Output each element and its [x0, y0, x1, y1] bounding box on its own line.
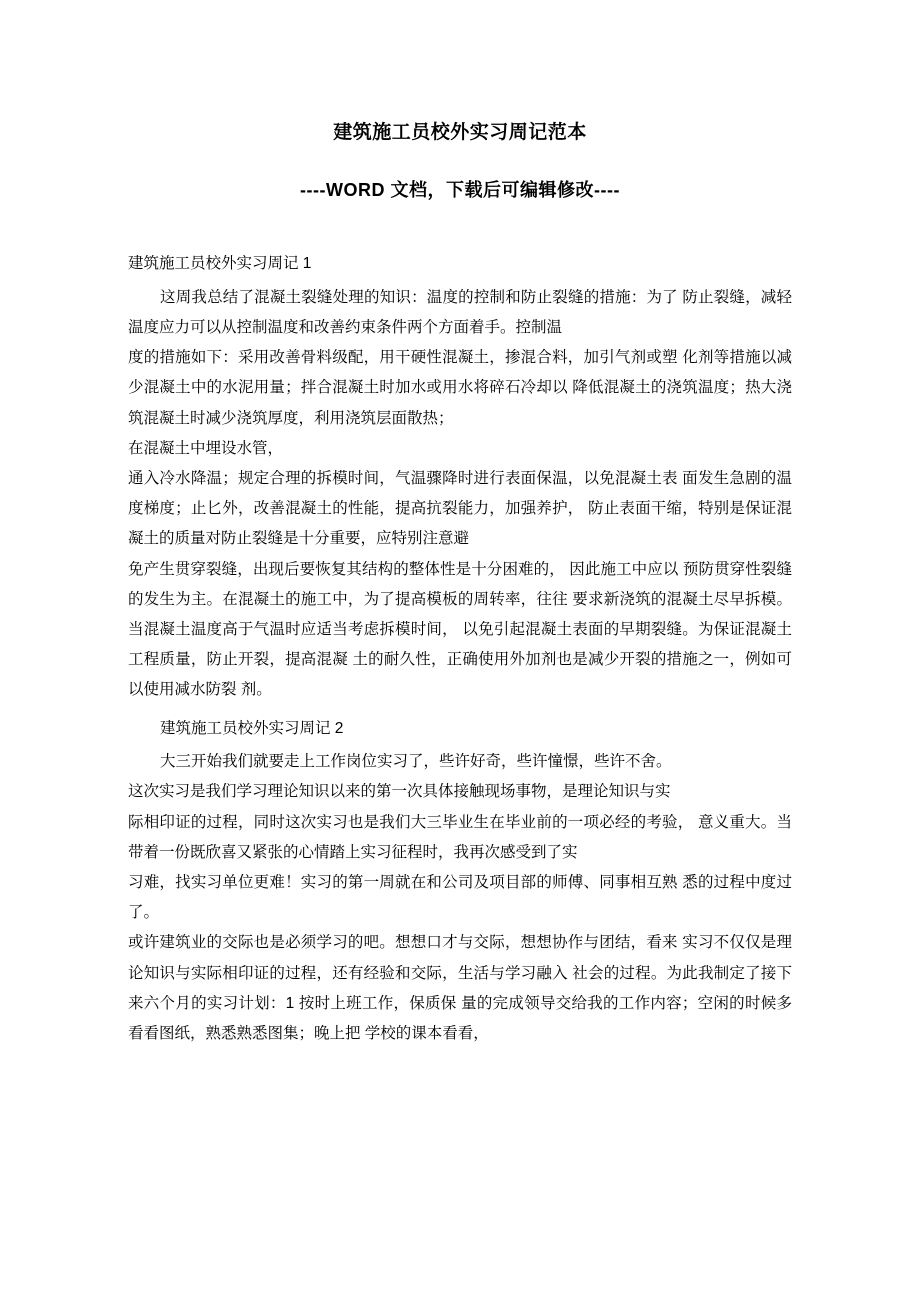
- paragraph: 这周我总结了混凝土裂缝处理的知识：温度的控制和防止裂缝的措施：为了 防止裂缝，减轻温度应力可以从控制温度和改善约束条件两个方面着手。控制温: [128, 288, 792, 336]
- paragraph: 免产生贯穿裂缝，出现后要恢复其结构的整体性是十分困难的， 因此施工中应以 预防贯穿性裂缝的发生为主。在混凝土的施工中，为了提高模板的周转率，往往 要求新浇筑的混凝土尽早拆模。当混凝土温度高于气温时应适当考虑拆模时间， 以免引起混凝土表面的早期裂缝。为保证混凝土工程质量，防止开裂，提高混凝 土的耐久性，正确使用外加剂也是减少开裂的措施之一，例如可以使用减水防裂 剂。: [128, 560, 792, 699]
- paragraph: 习难，找实习单位更难！实习的第一周就在和公司及项目部的师傅、同事相互熟 悉的过程中度过了。: [128, 874, 792, 922]
- paragraph: 这次实习是我们学习理论知识以来的第一次具体接触现场事物，是理论知识与实: [128, 783, 671, 801]
- paragraph: 在混凝土中埋设水管，: [128, 439, 284, 457]
- section-2-body: [128, 747, 792, 1049]
- paragraph: 际相印证的过程，同时这次实习也是我们大三毕业生在毕业前的一项必经的考验， 意义重大。当带着一份既欣喜又紧张的心情踏上实习征程时，我再次感受到了实: [128, 813, 792, 861]
- section-1-body: [128, 283, 792, 706]
- section-heading-1: 建筑施工员校外实习周记 1: [128, 255, 312, 273]
- paragraph: 或许建筑业的交际也是必须学习的吧。想想口才与交际，想想协作与团结，看来 实习不仅仅是理论知识与实际相印证的过程，还有经验和交际，生活与学习融入 社会的过程。为此我制定了接下来六个月的实习计划：1 按时上班工作，保质保 量的完成领导交给我的工作内容；空闲的时候多看看图纸，熟悉熟悉图集；晚上把 学校的课本看看，: [128, 934, 792, 1043]
- document-content: [128, 0, 792, 1049]
- document-subtitle: ----WORD 文档，下载后可编辑修改----: [300, 180, 620, 201]
- document-title: 建筑施工员校外实习周记范本: [333, 122, 587, 143]
- paragraph: 度的措施如下：采用改善骨料级配，用干硬性混凝土，掺混合料，加引气剂或塑 化剂等措施以减少混凝土中的水泥用量；拌合混凝土时加水或用水将碎石冷却以 降低混凝土的浇筑温度；热大浇筑混凝土时减少浇筑厚度，利用浇筑层面散热；: [128, 349, 792, 427]
- section-heading-2: 建筑施工员校外实习周记 2: [160, 719, 344, 737]
- paragraph: 大三开始我们就要走上工作岗位实习了，些许好奇，些许憧憬，些许不舍。: [160, 753, 672, 771]
- paragraph: 通入冷水降温；规定合理的拆模时间，气温骤降时进行表面保温，以免混凝土表 面发生急剧的温度梯度；止匕外，改善混凝土的性能，提高抗裂能力，加强养护， 防止表面干缩，特别是保证混凝土的质量对防止裂缝是十分重要，应特别注意避: [128, 469, 792, 548]
